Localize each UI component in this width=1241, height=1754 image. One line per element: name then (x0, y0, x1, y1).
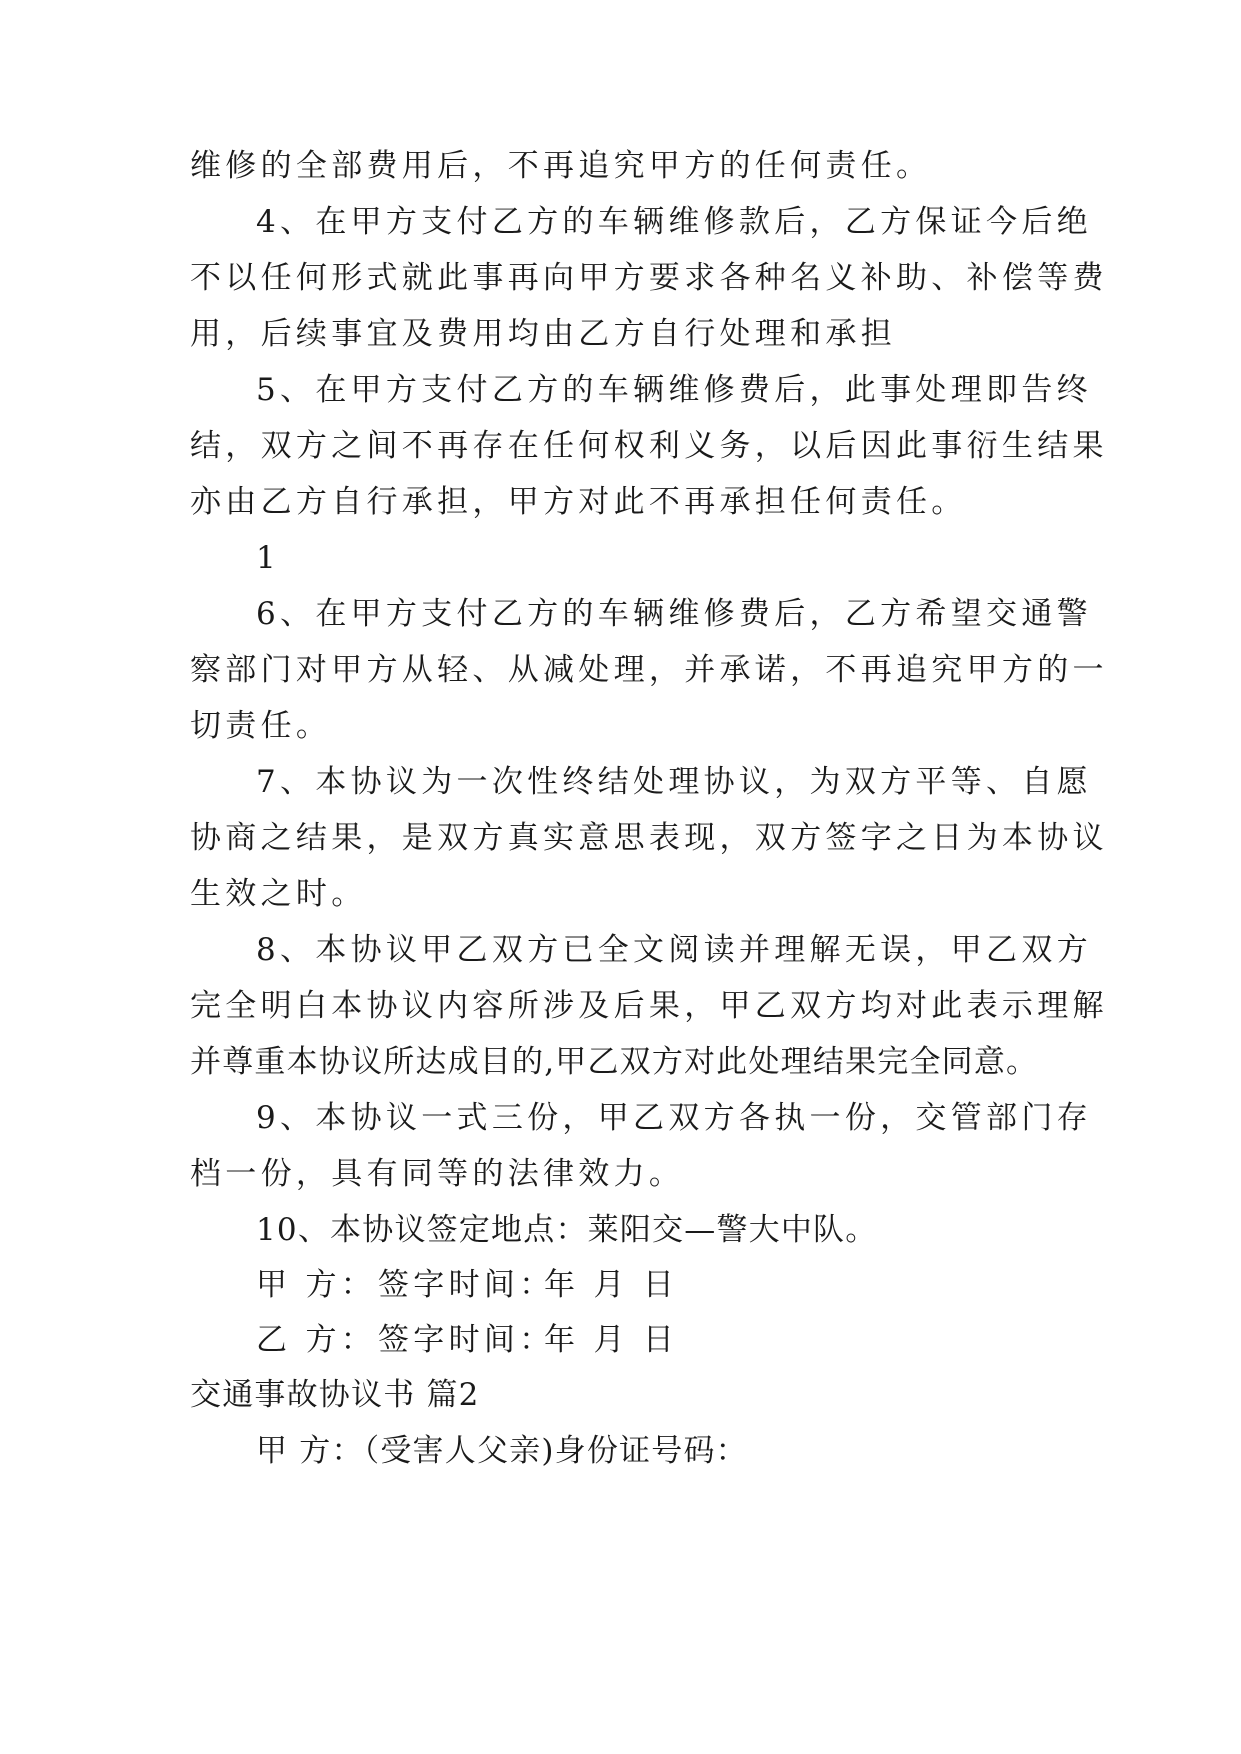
paragraph-line: 切责任。 (190, 708, 332, 744)
paragraph-line: 10、本协议签定地点：莱阳交—警大中队。 (256, 1212, 878, 1248)
signature-line-party-b (256, 1320, 1156, 1360)
signature-line-party-a (256, 1265, 1156, 1305)
paragraph-line: 用，后续事宜及费用均由乙方自行处理和承担 (190, 316, 896, 352)
signature-time-label: 签字时间： (378, 1322, 555, 1358)
paragraph-line: 维修的全部费用后，不再追究甲方的任何责任。 (190, 148, 932, 184)
signature-time-label: 签字时间： (378, 1267, 555, 1303)
paragraph-line: 结，双方之间不再存在任何权利义务，以后因此事衍生结果 (190, 428, 1108, 464)
page-number: 1 (256, 540, 281, 576)
paragraph-line: 6、在甲方支付乙方的车辆维修费后，乙方希望交通警 (256, 596, 1092, 632)
paragraph-line: 不以任何形式就此事再向甲方要求各种名义补助、补偿等费 (190, 260, 1108, 296)
party-label: 乙 方： (256, 1322, 377, 1358)
section-title: 交通事故协议书 篇2 (190, 1377, 480, 1413)
paragraph-line: 亦由乙方自行承担，甲方对此不再承担任何责任。 (190, 484, 967, 520)
paragraph-line: 4、在甲方支付乙方的车辆维修款后，乙方保证今后绝 (256, 204, 1092, 240)
paragraph-line: 生效之时。 (190, 876, 367, 912)
party-a-line: 甲 方：（受害人父亲)身份证号码： (256, 1433, 748, 1469)
paragraph-line: 8、本协议甲乙双方已全文阅读并理解无误，甲乙双方 (256, 932, 1092, 968)
paragraph-line: 档一份，具有同等的法律效力。 (190, 1156, 685, 1192)
paragraph-line: 并尊重本协议所达成目的,甲乙双方对此处理结果完全同意。 (190, 1044, 1039, 1080)
paragraph-line: 9、本协议一式三份，甲乙双方各执一份，交管部门存 (256, 1100, 1092, 1136)
paragraph-line: 察部门对甲方从轻、从减处理，并承诺，不再追究甲方的一 (190, 652, 1108, 688)
paragraph-line: 协商之结果，是双方真实意思表现，双方签字之日为本协议 (190, 820, 1108, 856)
paragraph-line: 完全明白本协议内容所涉及后果，甲乙双方均对此表示理解 (190, 988, 1108, 1024)
paragraph-line: 5、在甲方支付乙方的车辆维修费后，此事处理即告终 (256, 372, 1092, 408)
signature-date: 年 月 日 (544, 1267, 679, 1303)
paragraph-line: 7、本协议为一次性终结处理协议，为双方平等、自愿 (256, 764, 1092, 800)
signature-date: 年 月 日 (544, 1322, 679, 1358)
party-label: 甲 方： (256, 1267, 377, 1303)
